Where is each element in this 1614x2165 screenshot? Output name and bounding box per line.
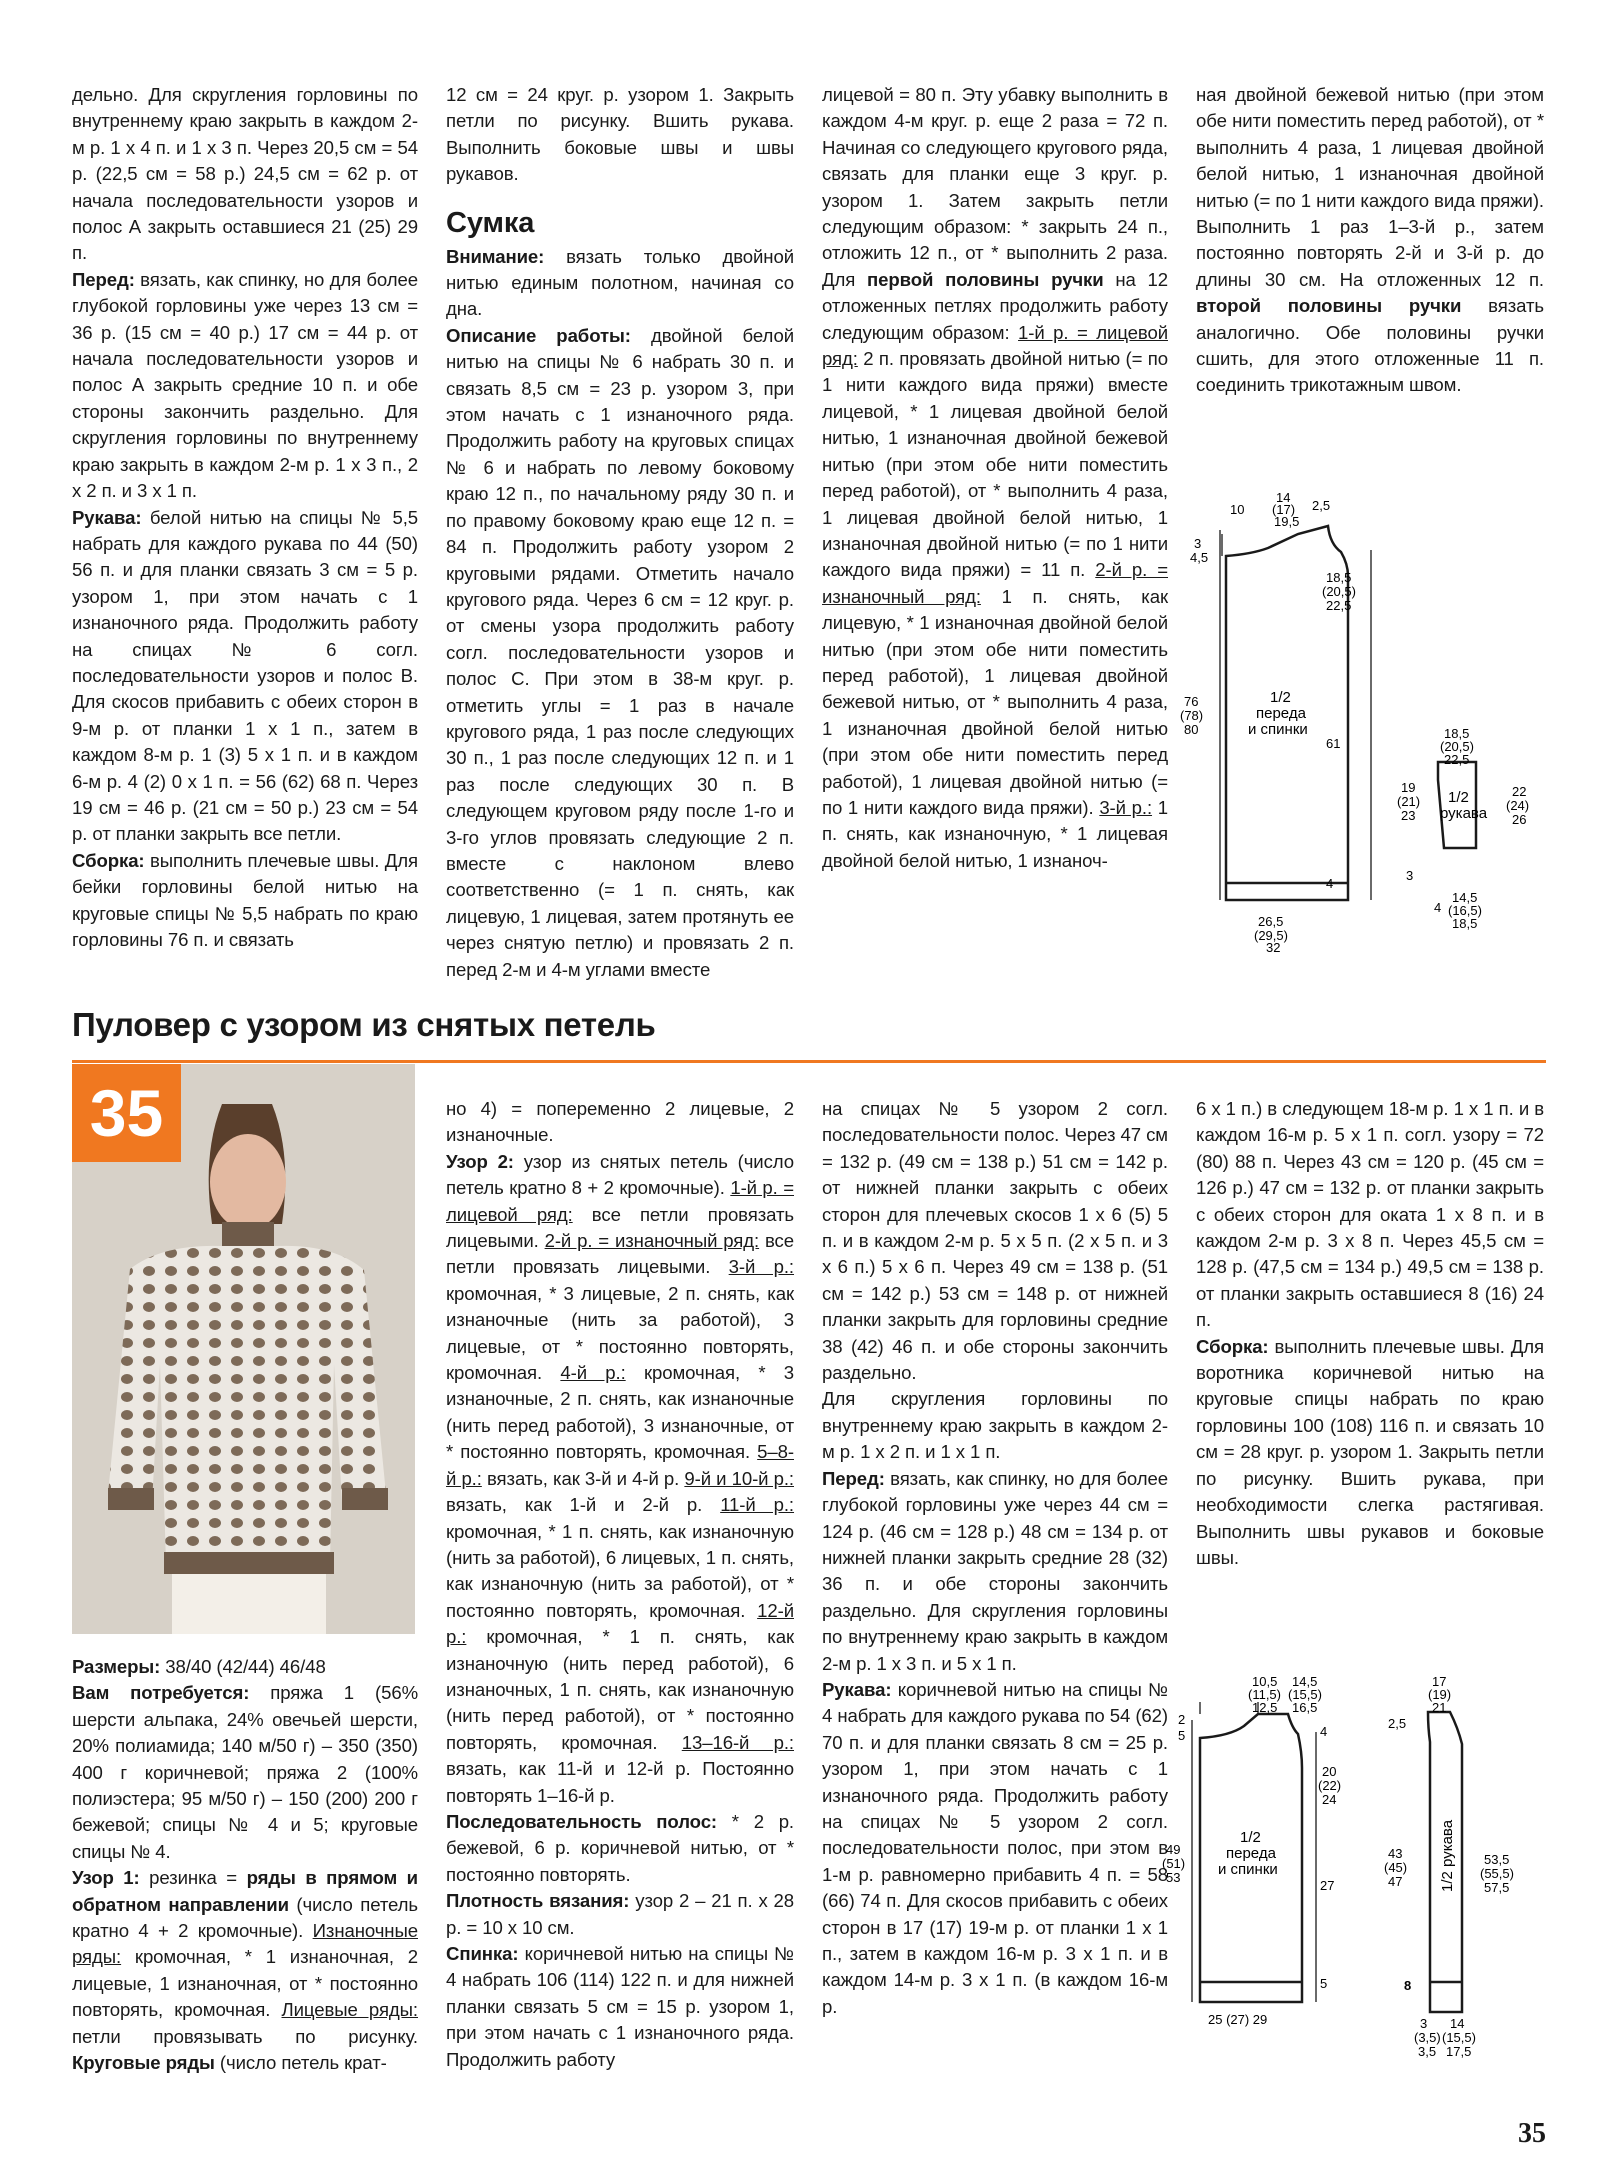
top-column-1: дельно. Для скругления горловины по внутреннему краю закрыть в каждом 2-м р. 1 х 4 п. и 1 х 3 п. Через 20,5 см = 54 р. (22,5 см = 58 р.) 24,5 см = 62 р. от начала последовательности узоров и полос А закрыть оставшиеся 21 (25) 29 п. Перед: вязать, как спинку, но для более глубокой горловины уже через 13 см = 36 р. (15 см = 40 р.) 17 см = 44 р. от начала последовательности узоров и полос А закрыть средние 10 п. и обе стороны закончить раздельно. Для скругления горловины по внутреннему краю закрыть в каждом 2-м р. 1 х 3 п., 2 х 2 п. и 3 х 1 п. Рукава: белой нитью на спицы № 5,5 набрать для каждого рукава по 44 (50) 56 п. и для планки связать 3 см = 5 р. узором 1, при этом начать с 1 изнаночного ряда. Продолжить работу на спицах № 6 согл. последовательности узоров и полос В. Для скосов прибавить с обеих сторон в 9-м р. от планки 1 х 1 п., затем в каждом 8-м р. 1 (3) 5 х 1 п. и в каждом 6-м р. 4 (2) 0 х 1 п. = 56 (62) 68 п. Через 19 см = 46 р. (21 см = 50 р.) 23 см = 54 р. от планки закрыть все петли. Сборка: выполнить плечевые швы. Для бейки горловины белой нитью на круговые спицы № 5,5 набрать по краю горловины 76 п. и связать	[72, 84, 418, 950]
svg-text:(51): (51)	[1162, 1856, 1186, 1871]
svg-text:53: 53	[1166, 1870, 1181, 1885]
svg-text:(22): (22)	[1318, 1778, 1342, 1793]
front-label: Перед:	[72, 268, 135, 290]
svg-text:1/2: 1/2	[1448, 789, 1469, 806]
svg-text:47: 47	[1388, 1874, 1403, 1889]
svg-text:1/2: 1/2	[1240, 1829, 1261, 1846]
svg-text:18,5: 18,5	[1444, 726, 1470, 741]
svg-text:22,5: 22,5	[1444, 752, 1470, 767]
svg-text:(24): (24)	[1506, 798, 1530, 813]
svg-text:2: 2	[1178, 1712, 1186, 1727]
svg-text:(15,5): (15,5)	[1288, 1687, 1322, 1702]
top-col1-para: дельно. Для скругления горловины по внутреннему краю закрыть в каждом 2-м р. 1 х 4 п. и 1 х 3 п. Через 20,5 см = 54 р. (22,5 см = 58 р.) 24,5 см = 62 р. от начала последовательности узоров и полос А закрыть оставшиеся 21 (25) 29 п.	[72, 84, 418, 264]
svg-text:8: 8	[1404, 1978, 1412, 1993]
svg-text:76: 76	[1184, 694, 1199, 709]
svg-text:57,5: 57,5	[1484, 1880, 1510, 1895]
svg-text:(20,5): (20,5)	[1440, 739, 1474, 754]
svg-text:(21): (21)	[1397, 794, 1421, 809]
svg-text:(55,5): (55,5)	[1480, 1866, 1514, 1881]
svg-text:14: 14	[1450, 2016, 1465, 2031]
svg-text:49: 49	[1166, 1842, 1181, 1857]
svg-text:1/2 рукава: 1/2 рукава	[1439, 1819, 1456, 1892]
svg-text:14,5: 14,5	[1292, 1674, 1318, 1689]
svg-text:(17): (17)	[1272, 502, 1296, 517]
schematic-top	[1176, 490, 1556, 955]
svg-text:3: 3	[1406, 868, 1414, 883]
svg-text:и спинки: и спинки	[1218, 1861, 1278, 1878]
svg-text:рукава: рукава	[1440, 805, 1488, 822]
title-underline	[72, 1060, 1546, 1063]
bottom-column-3: на спицах № 5 узором 2 согл. последовательности полос. Через 47 см = 132 р. (49 см = 138 р.) 51 см = 142 р. от нижней планки закрыть с обеих сторон для плечевых скосов 1 х 6 (5) 5 п. и в каждом 2-м р. 5 х 5 п. (2 х 5 п. и 3 х 6 п.) 5 х 6 п. Через 49 см = 138 р. (51 см = 142 р.) 53 см = 148 р. от нижней планки закрыть для горловины средние 38 (42) 46 п. и обе стороны закончить раздельно. Для скругления горловины по внутреннему краю закрыть в каждом 2-м р. 1 х 2 п. и 1 х 1 п. Перед: вязать, как спинку, но для более глубокой горловины уже через 44 см = 124 р. (46 см = 128 р.) 48 см = 134 р. от нижней планки закрыть средние 28 (32) 36 п. и обе стороны закончить раздельно. Для скругления горловины по внутреннему краю закрыть в каждом 2-м р. 1 х 3 п. и 5 х 1 п. Рукава: коричневой нитью на спицы № 4 набрать для каждого рукава по 54 (62) 70 п. и для планки связать 8 см = 25 р. узором 1, при этом начать с 1 изнаночного ряда. Продолжить работу на спицах № 5 узором 2 согл. последовательности полос, при этом в 1-м р. равномерно прибавить 4 п. = 58 (66) 74 п. Для скосов прибавить с обеих сторон в 17 (17) 19-м р. от планки 1 х 1 п., затем в каждом 16-м р. 3 х 1 п. и в каждом 14-м р. 3 х 1 п. (в каждом 16-м р.	[822, 1098, 1168, 2017]
bag-heading: Сумка	[446, 206, 535, 239]
top-column-4: ная двойной бежевой нитью (при этом обе нити поместить перед работой), от * выполнить 4 раза, 1 лицевая двойной белой нитью, 1 изнаночная двойной нитью (= по 1 нити каждого вида пряжи). Выполнить 1 раз 1–3-й р., затем постоянно повторять 2-й и 3-й р. до длины 30 см. На отложенных 12 п. второй половины ручки вязать аналогично. Обе половины ручки сшить, для этого отложенные 11 п. соединить трикотажным швом.	[1196, 84, 1544, 396]
svg-text:23: 23	[1401, 808, 1416, 823]
neck-width: 10	[1230, 502, 1245, 517]
svg-text:80: 80	[1184, 722, 1199, 737]
svg-text:и спинки: и спинки	[1248, 721, 1308, 738]
page-number: 35	[1518, 2118, 1546, 2149]
svg-text:61: 61	[1326, 736, 1341, 751]
svg-text:14,5: 14,5	[1452, 890, 1478, 905]
svg-text:(16,5): (16,5)	[1448, 903, 1482, 918]
svg-text:32: 32	[1266, 940, 1281, 955]
svg-text:(45): (45)	[1384, 1860, 1408, 1875]
svg-text:(11,5): (11,5)	[1248, 1687, 1281, 1702]
svg-text:10,5: 10,5	[1252, 1674, 1278, 1689]
svg-text:25 (27) 29: 25 (27) 29	[1208, 2012, 1268, 2027]
svg-text:20: 20	[1322, 1764, 1337, 1779]
svg-text:4: 4	[1434, 900, 1442, 915]
svg-text:3,5: 3,5	[1418, 2044, 1437, 2059]
svg-text:18,5: 18,5	[1452, 916, 1478, 931]
svg-text:4: 4	[1326, 876, 1334, 891]
svg-text:4,5: 4,5	[1190, 550, 1209, 565]
sleeves-label: Рукава:	[72, 506, 142, 528]
svg-text:5: 5	[1320, 1976, 1328, 1991]
svg-text:26,5: 26,5	[1258, 914, 1284, 929]
svg-text:27: 27	[1320, 1878, 1335, 1893]
svg-text:переда: переда	[1226, 1845, 1276, 1862]
svg-text:17,5: 17,5	[1446, 2044, 1472, 2059]
top-column-2: 12 см = 24 круг. р. узором 1. Закрыть петли по рисунку. Вшить рукава. Выполнить боковые швы и швы рукавов. Сумка Внимание: вязать только двойной нитью единым полотном, начиная со дна. Описание работы: двойной белой нитью на спицы № 6 набрать 30 п. и связать 8,5 см = 23 р. узором 3, при этом начать с 1 изнаночного ряда. Продолжить работу на круговых спицах № 6 и набрать по левому боковому краю 12 п., по начальному ряду 30 п. и по правому боковому краю еще 12 п. = 84 п. Продолжить работу узором 2 круговыми рядами. Отметить начало кругового ряда. Через 6 см = 12 круг. р. от смены узора продолжить работу согл. последовательности узоров и полос С. При этом в 38-м круг. р. отметить углы = 1 раз в начале кругового ряда, 1 раз после следующих 30 п., 1 раз после следующих 12 п. и 1 раз после следующих 30 п. В следующем круговом ряду после 1-го и 3-го углов провязать следующие 2 п. вместе с наклоном влево соответственно (= 1 п. снять, как лицевую, 1 лицевая, затем протянуть ее через снятую петлю) и провязать 2 п. перед 2-м и 4-м углами вместе	[446, 84, 795, 980]
svg-text:12,5: 12,5	[1252, 1700, 1278, 1715]
svg-text:переда: переда	[1256, 705, 1306, 722]
svg-text:2,5: 2,5	[1388, 1716, 1407, 1731]
pattern-title: Пуловер с узором из снятых петель	[72, 1006, 656, 1043]
svg-text:24: 24	[1322, 1792, 1337, 1807]
svg-text:19,5: 19,5	[1274, 514, 1300, 529]
svg-text:53,5: 53,5	[1484, 1852, 1510, 1867]
pattern-number-badge: 35	[72, 1064, 181, 1162]
svg-text:21: 21	[1432, 1700, 1447, 1715]
svg-text:(78): (78)	[1180, 708, 1204, 723]
svg-text:(3,5): (3,5)	[1414, 2030, 1441, 2045]
svg-text:1/2: 1/2	[1270, 689, 1291, 706]
svg-text:(29,5): (29,5)	[1254, 928, 1288, 943]
svg-text:(19): (19)	[1428, 1687, 1452, 1702]
assembly-label: Сборка:	[72, 849, 145, 871]
svg-text:(15,5): (15,5)	[1442, 2030, 1476, 2045]
top-column-3: лицевой = 80 п. Эту убавку выполнить в каждом 4-м круг. р. еще 2 раза = 72 п. Начиная со следующего кругового ряда, связать для планки еще 3 круг. р. узором 1. Затем закрыть петли следующим образом: * закрыть 24 п., отложить 12 п., от * выполнить 2 раза. Для первой половины ручки на 12 отложенных петлях продолжить работу следующим образом: 1-й р. = лицевой ряд: 2 п. провязать двойной нитью (= по 1 нити каждого вида пряжи) вместе лицевой, * 1 лицевая двойной белой нитью, 1 изнаночная двойной бежевой нитью (при этом обе нити поместить перед работой), от * выполнить 4 раза, 1 лицевая двойной белой нитью, 1 изнаночная двойной нитью (= по 1 нити каждого вида пряжи) = 11 п. 2-й р. = изнаночный ряд: 1 п. снять, как лицевую, * 1 изнаночная двойной белой нитью (при этом обе нити поместить перед работой), 1 лицевая двойной бежевой нитью, от * выполнить 4 раза, 1 изнаночная двойной белой нитью (при этом обе нити поместить перед работой), 1 лицевая двойной нитью (= по 1 нити каждого вида пряжи). 3-й р.: 1 п. снять, как изнаночную, * 1 лицевая двойной белой нитью, 1 изнаноч-	[822, 84, 1169, 871]
svg-text:22,5: 22,5	[1326, 598, 1352, 613]
svg-text:(20,5): (20,5)	[1322, 584, 1356, 599]
svg-text:18,5: 18,5	[1326, 570, 1352, 585]
svg-text:19: 19	[1401, 780, 1416, 795]
bottom-column-4: 6 х 1 п.) в следующем 18-м р. 1 х 1 п. и в каждом 16-м р. 5 х 1 п. согл. узору = 72 (80) 88 п. Через 43 см = 120 р. (45 см = 126 р.) 47 см = 132 р. от планки закрыть с обеих сторон для оката 1 х 8 п. и в каждом 2-м р. 3 х 8 п. Через 45,5 см = 128 р. (47,5 см = 134 р.) 49,5 см = 138 р. от планки закрыть оставшиеся 8 (16) 24 п. Сборка: выполнить плечевые швы. Для воротника коричневой нитью на круговые спицы набрать по краю горловины 100 (108) 116 п. и связать 10 см = 28 круг. р. узором 1. Закрыть петли по рисунку. Вшить рукава, при необходимости слегка растягивая. Выполнить швы рукавов и боковые швы.	[1196, 1098, 1544, 1568]
svg-text:3: 3	[1420, 2016, 1428, 2031]
svg-text:2,5: 2,5	[1312, 498, 1331, 513]
schematic-bottom	[1162, 1672, 1560, 2082]
svg-text:26: 26	[1512, 812, 1527, 827]
svg-text:3: 3	[1194, 536, 1202, 551]
svg-text:16,5: 16,5	[1292, 1700, 1318, 1715]
svg-text:14: 14	[1276, 490, 1291, 505]
bottom-column-1: Размеры: 38/40 (42/44) 46/48 Вам потребуется: пряжа 1 (56% шерсти альпака, 24% овечьей шерсти, 20% полиамида; 140 м/50 г) – 350 (350) 400 г коричневой; пряжа 2 (100% полиэстера; 95 м/50 г) – 150 (200) 200 г бежевой; спицы № 4 и 5; круговые спицы № 4. Узор 1: резинка = ряды в прямом и обратном направлении (число петель кратно 4 + 2 кромочные). Изнаночные ряды: кромочная, * 1 изнаночная, 2 лицевые, 1 изнаночная, от * постоянно повторять, кромочная. Лицевые ряды: петли провязывать по рисунку. Круговые ряды (число петель крат-	[72, 1656, 418, 2074]
bottom-column-2: но 4) = попеременно 2 лицевые, 2 изнаночные. Узор 2: узор из снятых петель (число петель кратно 8 + 2 кромочные). 1-й р. = лицевой ряд: все петли провязать лицевыми. 2-й р. = изнаночный ряд: все петли провязать лицевыми. 3-й р.: кромочная, * 3 лицевые, 2 п. снять, как изнаночные (нить за работой), 3 лицевые, от * постоянно повторять, кромочная. 4-й р.: кромочная, * 3 изнаночные, 2 п. снять, как изнаночные (нить перед работой), 3 изнаночные, от * постоянно повторять, кромочная. 5–8-й р.: вязать, как 3-й и 4-й р. 9-й и 10-й р.: вязать, как 1-й и 2-й р. 11-й р.: кромочная, * 1 п. снять, как изнаночную (нить за работой), 6 лицевых, 1 п. снять, как изнаночную (нить за работой), от * постоянно повторять, кромочная. 12-й р.: кромочная, * 1 п. снять, как изнаночную (нить перед работой), 6 изнаночных, 1 п. снять, как изнаночную (нить перед работой), от * постоянно повторять, кромочная. 13–16-й р.: вязать, как 11-й и 12-й р. Постоянно повторять 1–16-й р. Последовательность полос: * 2 р. бежевой, 6 р. коричневой нитью, от * постоянно повторять. Плотность вязания: узор 2 – 21 п. х 28 р. = 10 х 10 см. Спинка: коричневой нитью на спицы № 4 набрать 106 (114) 122 п. и для нижней планки связать 5 см = 15 р. узором 1, при этом начать с 1 изнаночного ряда. Продолжить работу	[446, 1098, 795, 2070]
svg-text:17: 17	[1432, 1674, 1447, 1689]
svg-text:4: 4	[1320, 1724, 1328, 1739]
svg-text:22: 22	[1512, 784, 1527, 799]
svg-text:5: 5	[1178, 1728, 1186, 1743]
svg-text:43: 43	[1388, 1846, 1403, 1861]
